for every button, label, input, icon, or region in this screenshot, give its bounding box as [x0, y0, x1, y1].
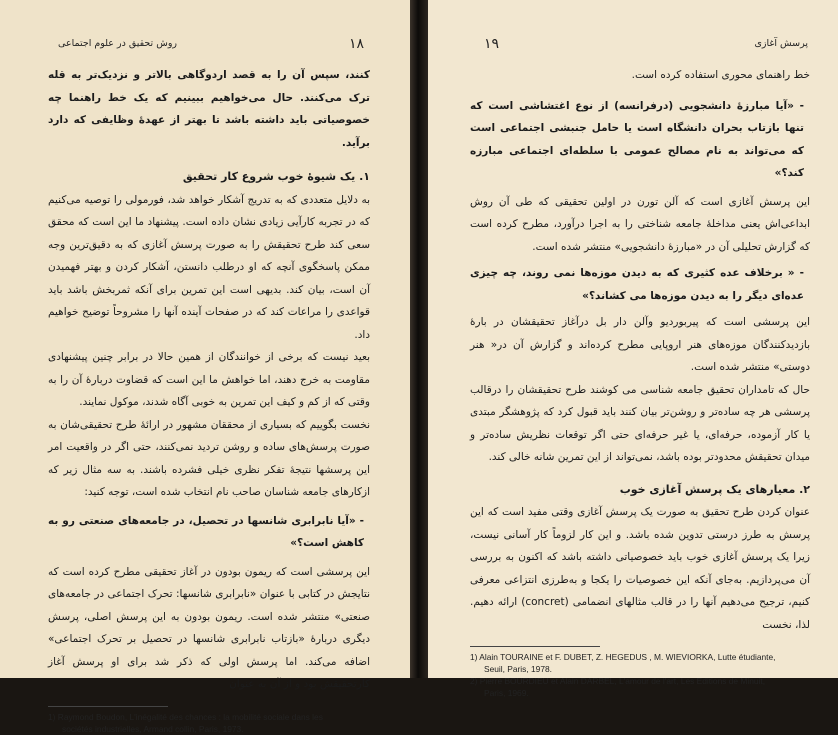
paragraph: خط راهنمای محوری استفاده کرده است. [631, 69, 810, 81]
paragraph: این پرسش آغازی است که آلن تورن در اولین تحقیقی که طی آن روش ابداعی‌اش یعنی مداخلهٔ جامعه شناختی را به اجرا درآورد، مطرح کرده است که گزارش تحلیلی آن در «مبارزهٔ دانشجویی» منتشر شده است. [470, 195, 810, 253]
footnotes [470, 651, 810, 699]
footnote-line: 1) Raymond Boudon, L'inégalité des chances : la mobilité sociale dans les [48, 711, 323, 722]
footnote-line: 2) Pierre BOURDIEU et Alain DARBEL, L'amour de l'art, Les Editions de Minuit, [470, 676, 766, 686]
quotation: - «آیا مبارزهٔ دانشجویی (درفرانسه) از نوع اغتشاشی است که تنها بازتاب بحران دانشگاه است یا حامل جنبشی اجتماعی است که می‌تواند به نام مصالح عمومی با سلطه‌ای اجتماعی مبارزه کند؟» [470, 99, 804, 179]
footnote-line: Paris, 1969. [484, 688, 529, 698]
right-page [428, 0, 838, 698]
paragraph: حال که تامداران تحقیق جامعه شناسی می کوشند طرح تحقیقشان را درقالب پرسشی هر چه ساده‌تر و روشن‌تر بیان کنند باید قبول کرد که پژوهشگر مبتدی یا کار آزموده، حرفه‌ای، یا غیر حرفه‌ای حتی اگر توقعات نظریش ساده‌تر و میدان تحقیقش محدودتر بوده باشد، نمی‌تواند از این تمرین شانه خالی کند. [470, 383, 810, 463]
paragraph: بعید نیست که برخی از خوانندگان از همین حالا در برابر چنین پیشنهادی مقاومت به خرج دهند، اما خواهش ما این است که قضاوت دربارهٔ آن را به وقتی که از کم و کیف این تمرین به خوبی آگاه شدند، موکول نمایند. [48, 351, 370, 408]
left-page [0, 0, 410, 734]
right-page-number: ۱۹ [484, 36, 500, 52]
right-page-body [470, 64, 810, 636]
footnote-divider [470, 646, 600, 647]
paragraph: کنند، سپس آن را به قصد اردوگاهی بالاتر و نزدیک‌تر به قله ترک می‌کنند. حال می‌خواهیم ببینیم که یک خط راهنما چه خصوصیاتی باید داشته باشد تا بهتر از عهدهٔ وظایفی که دارد برآید. [48, 69, 370, 149]
paragraph: به دلایل متعددی که به تدریج آشکار خواهد شد، فورمولی را توصیه می‌کنیم که در تجربه کارآیی زیادی نشان داده است. پیشنهاد ما این است که محقق سعی کند طرح تحقیقش را به صورت پرسش آغازی که به دقیق‌ترین وجه ممکن پاسخگوی آنچه که او درطلب دانستن، آشکار کردن و بهتر فهمیدن آن است، بیان کند. بدیهی است این تمرین برای آنکه ثمربخش باشد باید قواعدی را مراعات کند که در صفحات آینده آنها را مشروحاً توضیح خواهیم داد. [48, 193, 370, 341]
paragraph: این پرسشی است که پیربوردیو وآلن دار بل درآغاز تحقیقشان در بارهٔ بازدیدکنندگان موزه‌های هنر اروپایی مطرح کرده‌اند و گزارش آن در« هنر دوستی» منتشر شده است. [470, 316, 810, 373]
section-heading: ۲. معیارهای یک پرسش آغازی خوب [619, 482, 810, 496]
right-running-title: پرسش آغازی [754, 38, 808, 49]
footnote-divider [48, 706, 168, 707]
footnote [48, 711, 370, 735]
book-spine [410, 0, 428, 678]
paragraph: نخست بگوییم که بسیاری از محققان مشهور در ارائهٔ طرح تحقیقی‌شان به صورت پرسش‌های ساده و روشن تردید نمی‌کنند، حتی اگر در واقعیت امر این پرسشها نتیجهٔ تفکر نظری خیلی فشرده باشند. به سه مثال زیر که ازکارهای جامعه شناسان صاحب نام انتخاب شده است، توجه کنید: [48, 418, 370, 498]
footnote-line: sociétés industrielles, Armand collin, Paris, 1973. [62, 723, 244, 734]
quotation: - « برخلاف عده کثیری که به دیدن موزه‌ها نمی روند، چه چیزی عده‌ای دیگر را به دیدن موزه‌ها می کشاند؟» [470, 267, 804, 302]
left-page-body [48, 64, 370, 696]
section-heading: ۱. یک شیوهٔ خوب شروع کار تحقیق [182, 170, 370, 183]
paragraph: عنوان کردن طرح تحقیق به صورت یک پرسش آغازی وقتی مفید است که این پرسش به طرز درستی تدوین شده باشد. و این کار لزوماً کار آسانی نیست، زیرا یک پرسش آغازی خوب باید خصوصیاتی داشته باشد که اکنون به بررسی آن می‌پردازیم. به‌جای آنکه این خصوصیات را یکجا و به‌طرزی انتزاعی معرفی کنیم، ترجیح می‌دهیم آنها را در قالب مثالهای انضمامی (concret) ارائه دهیم. لذا، نخست [470, 506, 810, 631]
left-page-number: ۱۸ [348, 36, 364, 52]
left-running-title: روش تحقیق در علوم اجتماعی [58, 38, 177, 49]
paragraph: این پرسشی است که ریمون بودون در آغاز تحقیقی مطرح کرده است که نتایجش در کتابی با عنوان «نابرابری شانسها: تحرک اجتماعی در جامعه‌های صنعتی» منتشر شده است. ریمون بودون به این پرسش اصلی، پرسش دیگری دربارهٔ «بازتاب نابرابری شانسها در تحصیل بر تحرک اجتماعی» اضافه می‌کند. اما پرسش اولی که ذکر شد برای او پرسش آغاز کارتحقیقش بود و از آن به عنوان [48, 565, 370, 690]
right-page-header [470, 38, 810, 56]
footnote-line: Seuil, Paris, 1978. [484, 664, 552, 674]
footnote-line: 1) Alain TOURAINE et F. DUBET, Z. HEGEDUS , M. WIEVIORKA, Lutte étudiante, [470, 652, 776, 662]
left-page-header [48, 38, 370, 56]
quotation: - «آیا نابرابری شانسها در تحصیل، در جامعه‌های صنعتی رو به کاهش است؟» [48, 514, 364, 549]
